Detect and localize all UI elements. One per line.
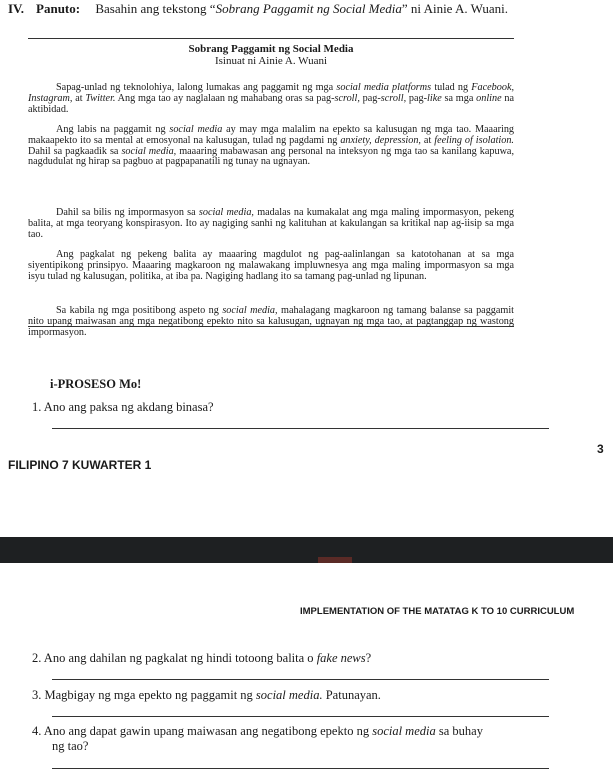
question-4-continued: ng tao? bbox=[52, 739, 89, 753]
article-title: Sobrang Paggamit ng Social Media bbox=[188, 43, 354, 55]
answer-line-4[interactable] bbox=[52, 768, 549, 769]
answer-line-2[interactable] bbox=[52, 679, 549, 680]
article-author: Isinuat ni Ainie A. Wuani bbox=[214, 55, 328, 67]
question-2: 2. Ano ang dahilan ng pagkalat ng hindi totoong balita o fake news? bbox=[32, 651, 372, 665]
page-footer: FILIPINO 7 KUWARTER 1 bbox=[8, 458, 152, 472]
question-3: 3. Magbigay ng mga epekto ng paggamit ng social media. Patunayan. bbox=[32, 688, 381, 702]
item-number: IV. bbox=[8, 1, 25, 16]
instructions: IV. Panuto: Basahin ang tekstong “Sobrang Paggamit ng Social Media” ni Ainie A. Wuani. bbox=[8, 1, 509, 16]
article-paragraph-4: Ang pagkalat ng pekeng balita ay maaaring magdulot ng pag-aalinlangan sa katotohanan at sa mga siyentipikong prinsipyo. Maaaring magkaroon ng malawakang impluwnesya ang mga maling impormasyon sa mga isyu tulad ng kalusugan, politika, at iba pa. Nagiging hadlang ito sa tamang pag-unlad ng lipunan. bbox=[28, 249, 514, 282]
page-header: IMPLEMENTATION OF THE MATATAG K TO 10 CURRICULUM bbox=[300, 606, 575, 617]
article-box bbox=[28, 38, 515, 338]
article-paragraph-5: Sa kabila ng mga positibong aspeto ng social media, mahalagang magkaroon ng tamang balanse sa paggamit nito upang maiwasan ang mga negatibong epekto nito sa kalusugan, ugnayan ng mga tao, at pagtanggap ng wastong impormasyon. bbox=[28, 305, 514, 338]
answer-line-1[interactable] bbox=[52, 428, 549, 429]
article-paragraph-1: Sapag-unlad ng teknolohiya, lalong lumakas ang paggamit ng mga social media platforms tulad ng Facebook, Instagram, at Twitter. Ang mga tao ay naglalaan ng mahabang oras sa pag-scroll, pag-scroll, pag-like sa mga online na aktibidad. bbox=[28, 82, 515, 115]
page-number: 3 bbox=[597, 442, 604, 456]
question-4: 4. Ano ang dapat gawin upang maiwasan ang negatibong epekto ng social media sa buhay bbox=[32, 724, 483, 738]
article-paragraph-2: Ang labis na paggamit ng social media ay may mga malalim na epekto sa kalusugan ng mga tao. Maaaring makaapekto ito sa mental at emosyonal na kalusugan, tulad ng pagdami ng anxiety, depression, at feeling of isolation. Dahil sa pagkaadik sa social media, maaaring mabawasan ang personal na inteksyon ng mga tao sa kanilang kapuwa, nagdudulat ng hirap sa pagbuo at pagpapanatili ng tunay na ugnayan. bbox=[28, 124, 515, 168]
article-paragraph-3: Dahil sa bilis ng impormasyon sa social media, madalas na kumakalat ang mga maling impormasyon, pekeng balita, at mga teoryang konspirasyon. Ito ay nagiging sanhi ng kalituhan at kakulangan sa kritikal nap ag-iisip sa mga tao. bbox=[28, 207, 514, 240]
instruction-label: Panuto: bbox=[36, 1, 81, 16]
page-separator bbox=[0, 537, 613, 563]
question-1: 1. Ano ang paksa ng akdang binasa? bbox=[32, 400, 214, 414]
section-heading: i-PROSESO Mo! bbox=[50, 377, 142, 391]
separator-mark bbox=[318, 557, 352, 563]
answer-line-3[interactable] bbox=[52, 716, 549, 717]
